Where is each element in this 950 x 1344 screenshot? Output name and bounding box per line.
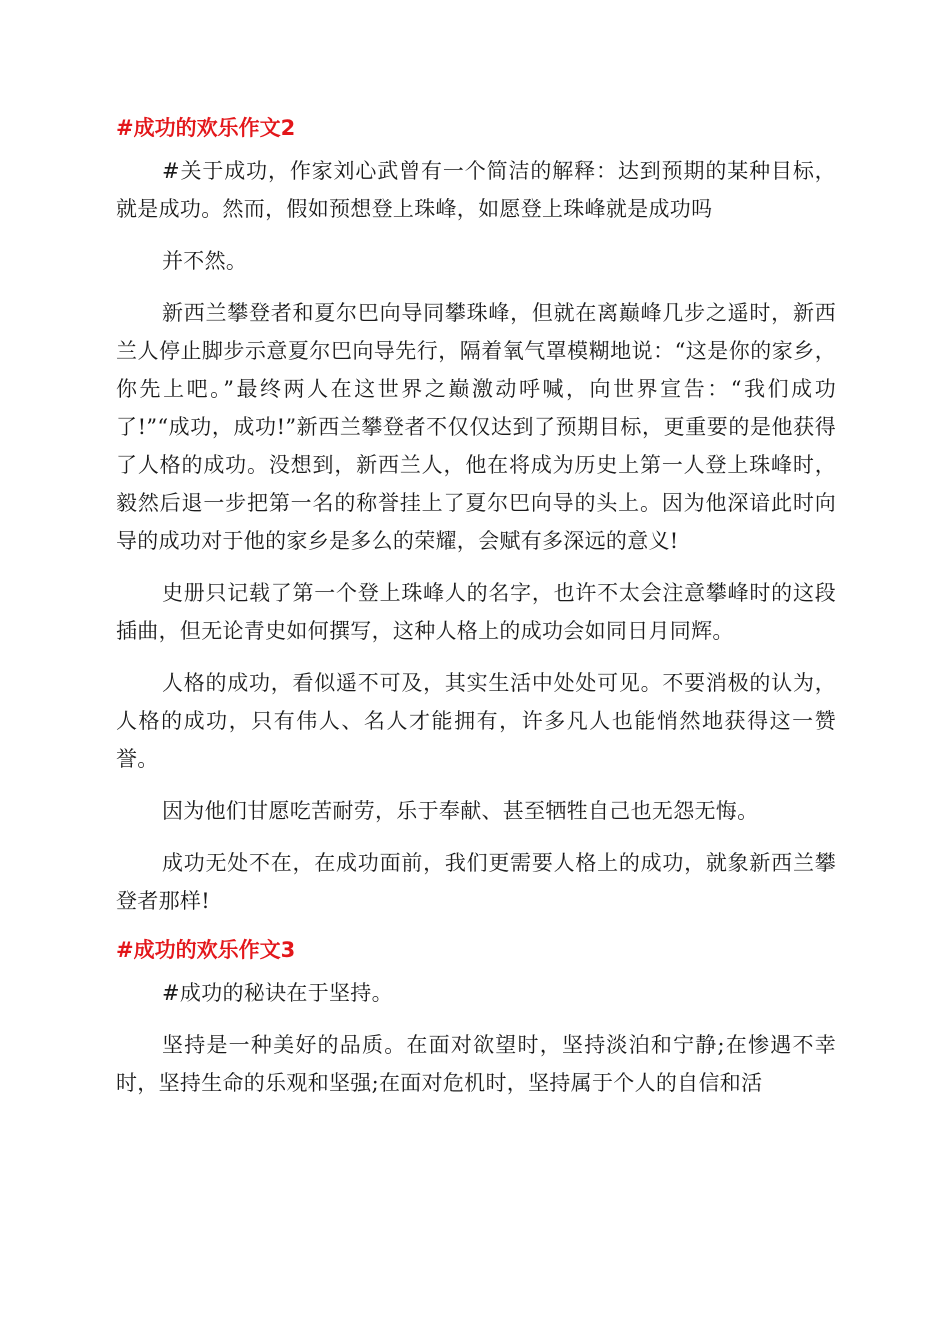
paragraph: 成功无处不在，在成功面前，我们更需要人格上的成功，就象新西兰攀登者那样!: [116, 851, 836, 913]
paragraph: 因为他们甘愿吃苦耐劳，乐于奉献、甚至牺牲自己也无怨无悔。: [162, 799, 759, 823]
paragraph: #成功的秘诀在于坚持。: [162, 981, 393, 1005]
paragraph: 新西兰攀登者和夏尔巴向导同攀珠峰，但就在离巅峰几步之遥时，新西兰人停止脚步示意夏尔巴向导先行，隔着氧气罩模糊地说：“这是你的家乡，你先上吧。”最终两人在这世界之巅激动呼喊，向世界宣告：“我们成功了!”“成功，成功!”新西兰攀登者不仅仅达到了预期目标，更重要的是他获得了人格的成功。没想到，新西兰人，他在将成为历史上第一人登上珠峰时，毅然后退一步把第一名的称誉挂上了夏尔巴向导的头上。因为他深谙此时向导的成功对于他的家乡是多么的荣耀，会赋有多深远的意义!: [116, 301, 836, 553]
section-heading: #成功的欢乐作文3: [116, 938, 296, 962]
paragraph: 史册只记载了第一个登上珠峰人的名字，也许不太会注意攀峰时的这段插曲，但无论青史如何撰写，这种人格上的成功会如同日月同辉。: [116, 581, 836, 643]
document-body: [116, 112, 836, 1116]
paragraph: 坚持是一种美好的品质。在面对欲望时，坚持淡泊和宁静;在惨遇不幸时，坚持生命的乐观和坚强;在面对危机时，坚持属于个人的自信和活: [116, 1033, 836, 1095]
paragraph: #关于成功，作家刘心武曾有一个简洁的解释：达到预期的某种目标，就是成功。然而，假如预想登上珠峰，如愿登上珠峰就是成功吗: [116, 159, 836, 221]
paragraph: 人格的成功，看似遥不可及，其实生活中处处可见。不要消极的认为，人格的成功，只有伟人、名人才能拥有，许多凡人也能悄然地获得这一赞誉。: [116, 671, 836, 771]
section-heading: #成功的欢乐作文2: [116, 116, 296, 140]
paragraph: 并不然。: [162, 249, 248, 273]
